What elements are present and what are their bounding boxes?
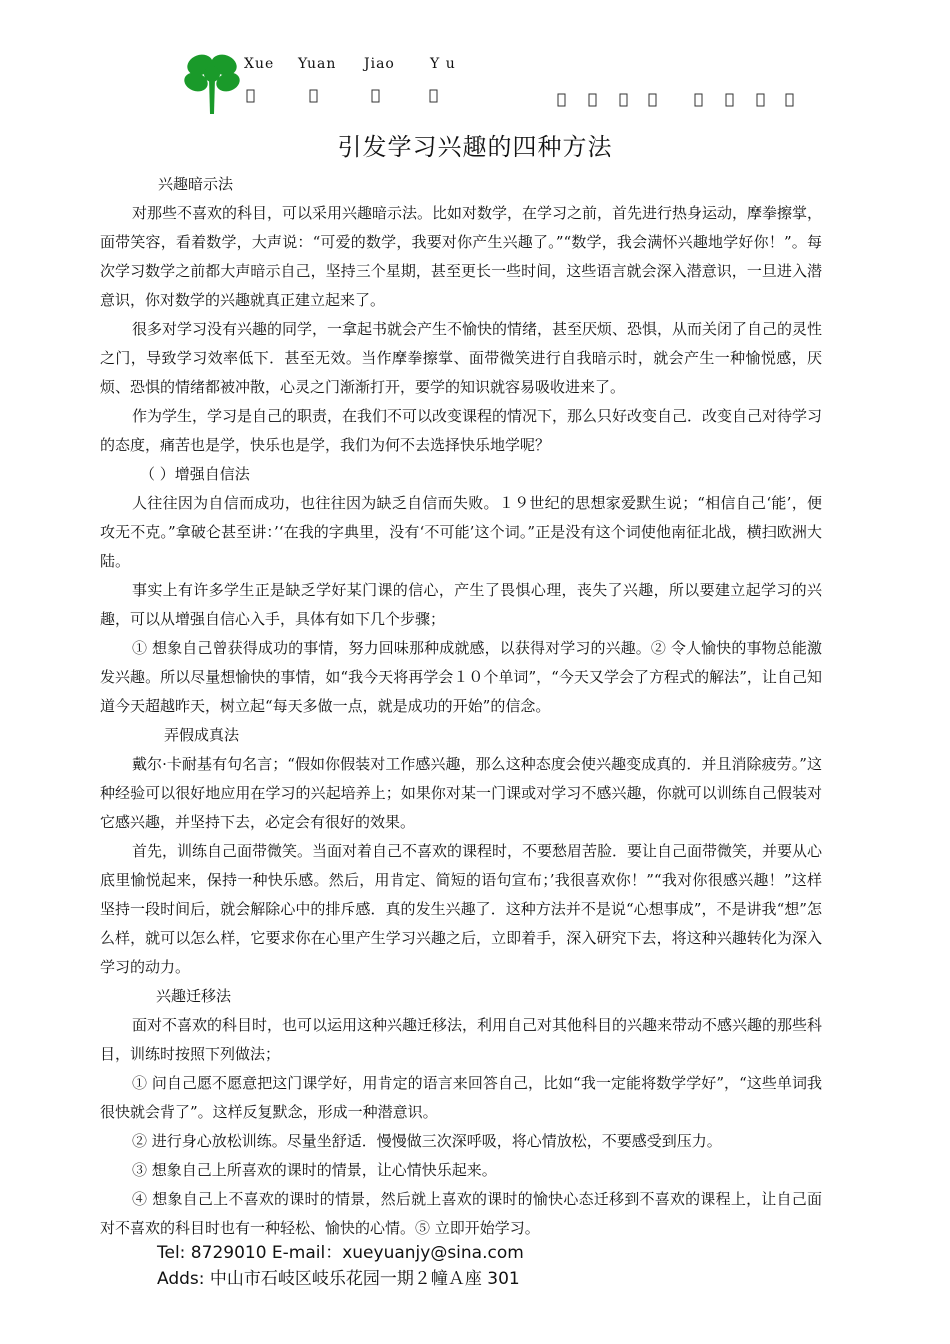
- footer-contact: Tel: 8729010 E-mail：xueyuanjy@sina.com: [157, 1243, 524, 1263]
- section-heading: 兴趣暗示法: [158, 175, 234, 193]
- section-heading: 弄假成真法: [164, 726, 240, 744]
- header-glyph-boxes-right: [555, 92, 800, 110]
- body-paragraph: 事实上有许多学生正是缺乏学好某门课的信心，产生了畏惧心理，丧失了兴趣，所以要建立起学习的兴趣，可以从增强自信心入手，具体有如下几个步骤；: [100, 581, 822, 628]
- body-paragraph: 对那些不喜欢的科目，可以采用兴趣暗示法。比如对数学，在学习之前，首先进行热身运动，摩拳擦掌，面带笑容，看着数学，大声说：“可爱的数学，我要对你产生兴趣了。”“数学，我会满怀兴趣地学好你！”。每次学习数学之前都大声暗示自己，坚持三个星期，甚至更长一些时间，这些语言就会深入潜意识，一旦进入潜意识，你对数学的兴趣就真正建立起来了。: [100, 204, 823, 309]
- pinyin-yuan: Yuan: [298, 56, 337, 72]
- page-title: 引发学习兴趣的四种方法: [337, 133, 613, 161]
- pinyin-xue: Xue: [244, 56, 275, 72]
- body-paragraph: ④ 想象自己上不喜欢的课时的情景，然后就上喜欢的课时的愉快心态迁移到不喜欢的课程上，让自己面对不喜欢的科目时也有一种轻松、愉快的心情。⑤ 立即开始学习。: [100, 1190, 822, 1237]
- pinyin-jiao: Jiao: [364, 56, 395, 72]
- footer-address: Adds: 中山市石岐区岐乐花园一期２幢Ａ座 301: [157, 1269, 520, 1289]
- article-body: [100, 170, 822, 1243]
- body-paragraph: 很多对学习没有兴趣的同学，一拿起书就会产生不愉快的情绪，甚至厌烦、恐惧，从而关闭了自己的灵性之门，导致学习效率低下．甚至无效。当作摩拳擦掌、面带微笑进行自我暗示时，就会产生一种愉悦感，厌烦、恐惧的情绪都被冲散，心灵之门渐渐打开，要学的知识就容易吸收进来了。: [100, 320, 823, 396]
- body-paragraph: ① 想象自己曾获得成功的事情，努力回味那种成就感，以获得对学习的兴趣。② 令人愉快的事物总能激发兴趣。所以尽量想愉快的事情，如“我今天将再学会１０个单词”，“今天又学会了方程式的解法”，让自己知道今天超越昨天，树立起“每天多做一点，就是成功的开始”的信念。: [100, 639, 822, 715]
- section-heading: 兴趣迁移法: [156, 987, 232, 1005]
- body-paragraph: ① 问自己愿不愿意把这门课学好，用肯定的语言来回答自己，比如“我一定能将数学学好”，“这些单词我很快就会背了”。这样反复默念，形成一种潜意识。: [100, 1074, 822, 1121]
- section-heading: （ ）增强自信法: [140, 465, 250, 483]
- body-paragraph: 面对不喜欢的科目时，也可以运用这种兴趣迁移法，利用自己对其他科目的兴趣来带动不感兴趣的那些科目，训练时按照下列做法；: [100, 1016, 823, 1063]
- clover-logo-icon: [182, 52, 242, 116]
- body-paragraph: ③ 想象自己上所喜欢的课时的情景，让心情快乐起来。: [132, 1161, 497, 1179]
- body-paragraph: 首先，训练自己面带微笑。当面对着自己不喜欢的课程时，不要愁眉苦脸．要让自己面带微笑，并要从心底里愉悦起来，保持一种快乐感。然后，用肯定、简短的语句宣布；’我很喜欢你！”“我对你很感兴趣！”这样坚持一段时间后，就会解除心中的排斥感．真的发生兴趣了．这种方法并不是说“心想事成”，不是讲我“想”怎么样，就可以怎么样，它要求你在心里产生学习兴趣之后，立即着手，深入研究下去，将这种兴趣转化为深入学习的动力。: [100, 842, 823, 976]
- body-paragraph: ② 进行身心放松训练。尽量坐舒适．慢慢做三次深呼吸，将心情放松，不要感受到压力。: [132, 1132, 722, 1150]
- header-glyph-boxes-left: [244, 88, 444, 106]
- body-paragraph: 作为学生，学习是自己的职责，在我们不可以改变课程的情况下，那么只好改变自己．改变自己对待学习的态度，痛苦也是学，快乐也是学，我们为何不去选择快乐地学呢？: [100, 407, 823, 454]
- pinyin-yu: Y u: [430, 56, 456, 72]
- body-paragraph: 人往往因为自信而成功，也往往因为缺乏自信而失败。１９世纪的思想家爱默生说；“相信自己‘能’，便攻无不克。”拿破仑甚至讲：’‘在我的字典里，没有‘不可能’这个词。”正是没有这个词使他南征北战，横扫欧洲大陆。: [100, 494, 822, 570]
- body-paragraph: 戴尔·卡耐基有句名言；“假如你假装对工作感兴趣，那么这种态度会使兴趣变成真的．并且消除疲劳。”这种经验可以很好地应用在学习的兴起培养上；如果你对某一门课或对学习不感兴趣，你就可以训练自己假装对它感兴趣，并坚持下去，必定会有很好的效果。: [100, 755, 822, 831]
